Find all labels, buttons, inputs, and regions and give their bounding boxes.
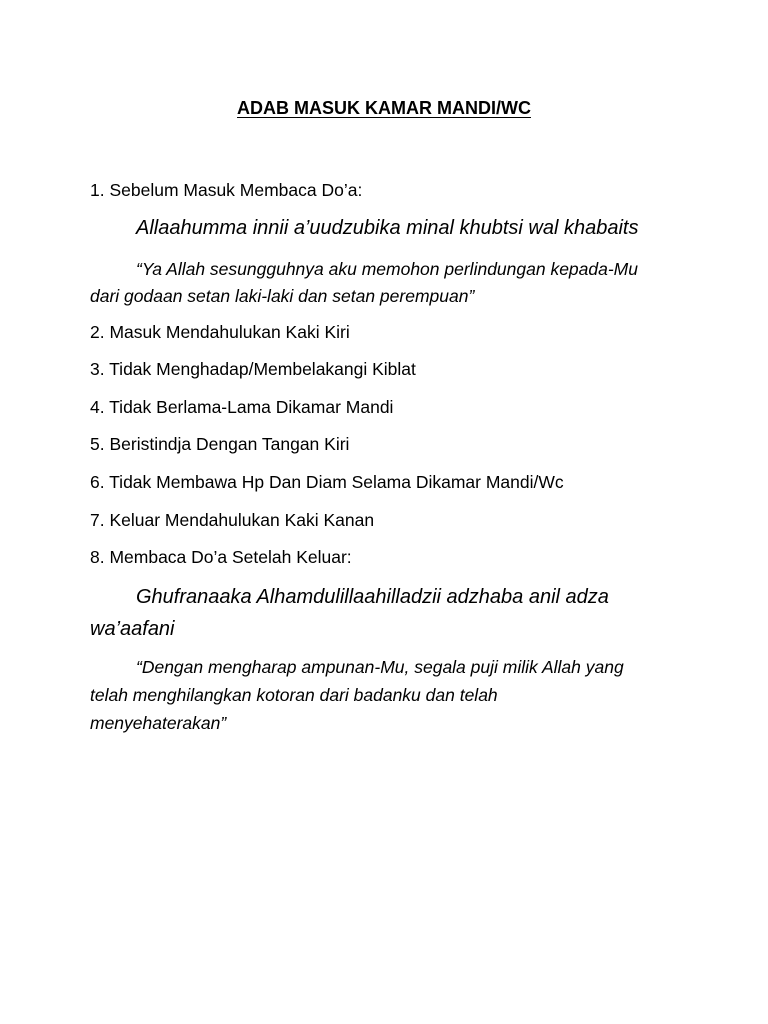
translation-2-line-3: menyehaterakan” xyxy=(90,713,227,733)
translation-2-line-2: telah menghilangkan kotoran dari badanku dan telah xyxy=(90,685,498,705)
doa-after-exiting-line-2: wa’aafani xyxy=(90,618,175,640)
list-item-2: 2. Masuk Mendahulukan Kaki Kiri xyxy=(90,322,350,342)
translation-1-line-1: “Ya Allah sesungguhnya aku memohon perlindungan kepada-Mu xyxy=(136,259,638,279)
list-item-5: 5. Beristindja Dengan Tangan Kiri xyxy=(90,434,350,454)
document-title: ADAB MASUK KAMAR MANDI/WC xyxy=(237,98,531,118)
list-item-8: 8. Membaca Do’a Setelah Keluar: xyxy=(90,547,352,567)
translation-2-line-1: “Dengan mengharap ampunan-Mu, segala puji milik Allah yang xyxy=(136,657,624,677)
translation-1-line-2: dari godaan setan laki-laki dan setan perempuan” xyxy=(90,286,475,306)
list-item-4: 4. Tidak Berlama-Lama Dikamar Mandi xyxy=(90,397,394,417)
list-item-1: 1. Sebelum Masuk Membaca Do’a: xyxy=(90,180,363,200)
list-item-6: 6. Tidak Membawa Hp Dan Diam Selama Dikamar Mandi/Wc xyxy=(90,472,564,492)
doa-after-exiting-line-1: Ghufranaaka Alhamdulillaahilladzii adzhaba anil adza xyxy=(136,586,609,608)
doa-before-entering: Allaahumma innii a’uudzubika minal khubtsi wal khabaits xyxy=(136,217,639,239)
list-item-7: 7. Keluar Mendahulukan Kaki Kanan xyxy=(90,510,375,530)
list-item-3: 3. Tidak Menghadap/Membelakangi Kiblat xyxy=(90,359,416,379)
